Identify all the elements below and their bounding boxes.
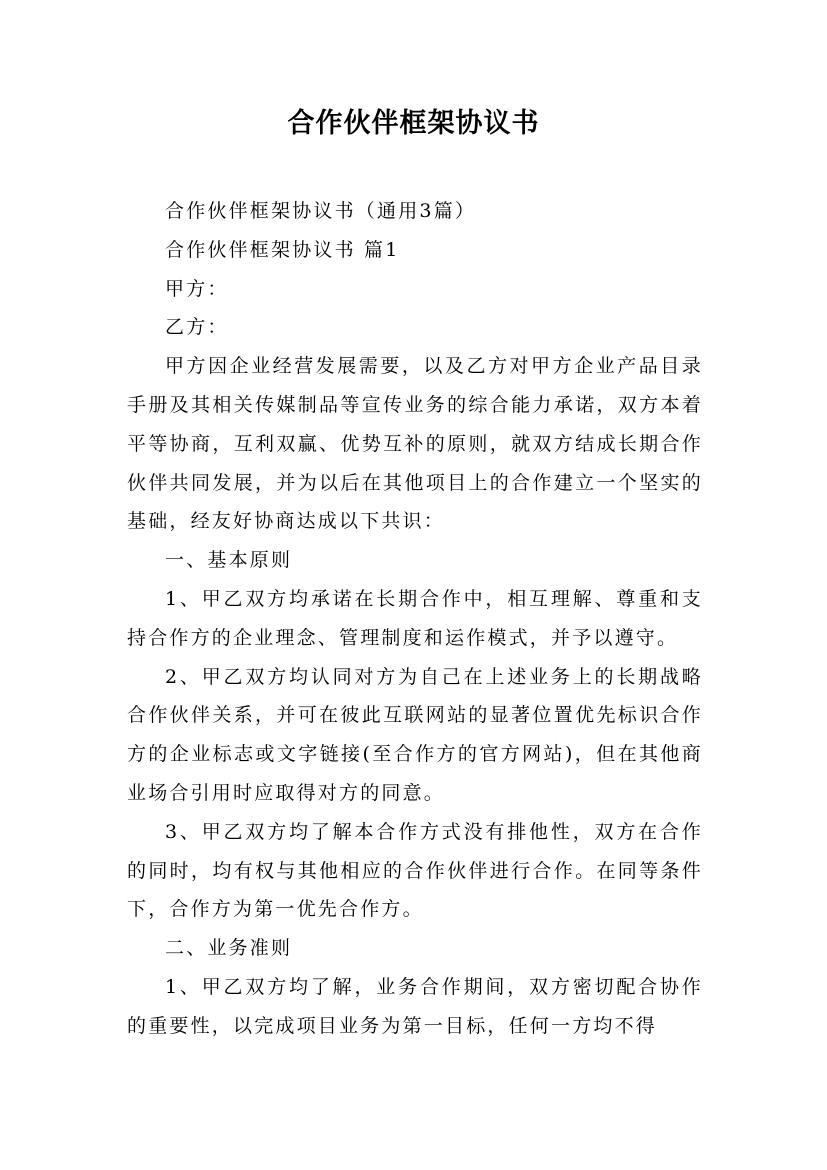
paragraph-section-heading: 合作伙伴框架协议书 篇1 — [165, 238, 400, 261]
paragraph-principle-1: 1、甲乙双方均承诺在长期合作中，相互理解、尊重和支持合作方的企业理念、管理制度和运作模式，并予以遵守。 — [127, 587, 703, 649]
paragraph-party-a: 甲方： — [165, 277, 229, 300]
document-title: 合作伙伴框架协议书 — [287, 108, 540, 139]
paragraph-principle-3: 3、甲乙双方均了解本合作方式没有排他性，双方在合作的同时，均有权与其他相应的合作伙伴进行合作。在同等条件下，合作方为第一优先合作方。 — [127, 820, 703, 921]
paragraph-principle-2: 2、甲乙双方均认同对方为自己在上述业务上的长期战略合作伙伴关系，并可在彼此互联网站的显著位置优先标识合作方的企业标志或文字链接(至合作方的官方网站)，但在其他商业场合引用时应取得对方的同意。 — [127, 665, 703, 804]
paragraph-heading-business-rules: 二、业务准则 — [165, 937, 293, 960]
paragraph-party-b: 乙方： — [165, 316, 229, 339]
paragraph-business-rule-1: 1、甲乙双方均了解，业务合作期间，双方密切配合协作的重要性，以完成项目业务为第一目标，任何一方均不得 — [127, 975, 703, 1037]
paragraph-heading-basic-principles: 一、基本原则 — [165, 549, 293, 572]
paragraph-subtitle: 合作伙伴框架协议书（通用3篇） — [165, 200, 477, 222]
paragraph-preamble: 甲方因企业经营发展需要，以及乙方对甲方企业产品目录手册及其相关传媒制品等宣传业务的综合能力承诺，双方本着平等协商，互利双赢、优势互补的原则，就双方结成长期合作伙伴共同发展，并为以后在其他项目上的合作建立一个坚实的基础，经友好协商达成以下共识： — [127, 355, 703, 533]
document-body — [127, 192, 703, 1046]
